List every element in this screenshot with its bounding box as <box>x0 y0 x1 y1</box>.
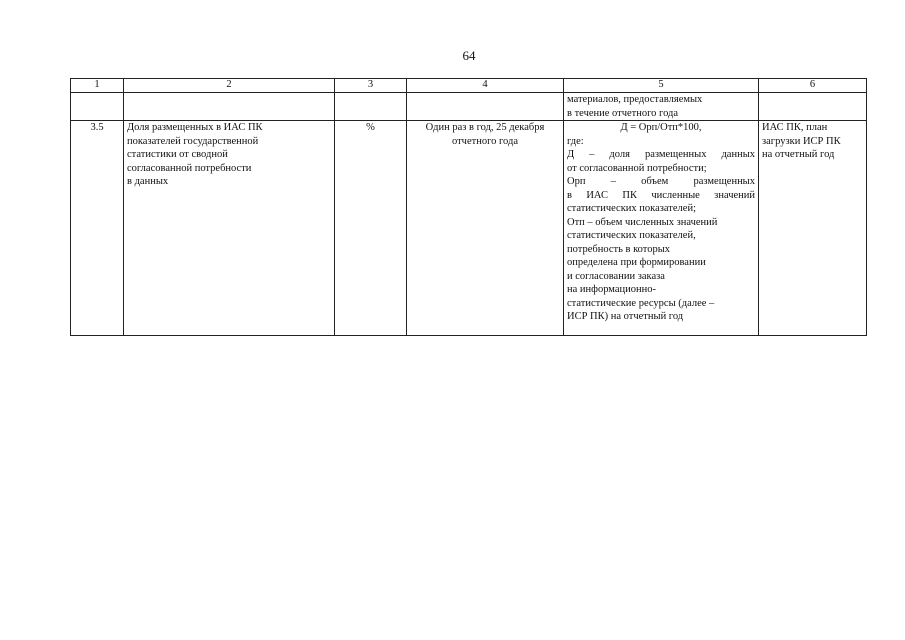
source-line: загрузки ИСР ПК <box>762 135 841 147</box>
formula: Д = Орп/Отп*100, <box>620 122 702 133</box>
column-number-5: 5 <box>564 79 759 93</box>
method-line: Орп – объем размещенных <box>567 176 755 187</box>
continuation-row <box>71 93 867 121</box>
page-number: 64 <box>462 48 476 63</box>
column-number-4: 4 <box>407 79 564 93</box>
column-number-row <box>71 79 867 93</box>
method-line: статистические ресурсы (далее – <box>567 297 715 309</box>
calculation-method <box>564 121 759 336</box>
indicator-table <box>70 78 867 336</box>
method-line: потребность в которых <box>567 243 671 255</box>
indicator-name <box>124 121 335 336</box>
method-line: ИСР ПК) на отчетный год <box>567 311 684 322</box>
method-line: определена при формировании <box>567 257 706 268</box>
method-line: на информационно- <box>567 284 656 295</box>
source-line: на отчетный год <box>762 149 835 160</box>
periodicity <box>407 121 564 336</box>
method-line: и согласовании заказа <box>567 270 665 282</box>
method-line: Д – доля размещенных данных <box>567 149 755 160</box>
column-number-6: 6 <box>759 79 867 93</box>
periodicity-line: отчетного года <box>451 135 518 147</box>
row-number: 3.5 <box>71 121 124 336</box>
cont-text-line: материалов, предоставляемых <box>567 94 703 105</box>
cont-cell-1 <box>71 93 124 121</box>
cont-cell-3 <box>335 93 407 121</box>
data-source <box>759 121 867 336</box>
column-number-3: 3 <box>335 79 407 93</box>
column-number-2: 2 <box>124 79 335 93</box>
method-line: в ИАС ПК численные значений <box>567 189 755 201</box>
name-line: в данных <box>127 176 169 187</box>
cont-cell-2 <box>124 93 335 121</box>
unit: % <box>335 121 407 336</box>
cont-text-line: в течение отчетного года <box>567 107 679 119</box>
name-line: Доля размещенных в ИАС ПК <box>127 122 263 133</box>
method-line: от согласованной потребности; <box>567 162 707 174</box>
method-line: где: <box>567 135 584 147</box>
periodicity-line: Один раз в год, 25 декабря <box>425 122 545 133</box>
method-line: Отп – объем численных значений <box>567 216 718 228</box>
cont-cell-4 <box>407 93 564 121</box>
cont-cell-6 <box>759 93 867 121</box>
name-line: показателей государственной <box>127 135 259 147</box>
method-line: статистических показателей, <box>567 230 696 241</box>
name-line: статистики от сводной <box>127 149 228 160</box>
method-line: статистических показателей; <box>567 203 696 214</box>
table-row <box>71 121 867 336</box>
source-line: ИАС ПК, план <box>762 122 828 133</box>
cont-cell-5 <box>564 93 759 121</box>
column-number-1: 1 <box>71 79 124 93</box>
name-line: согласованной потребности <box>127 162 252 174</box>
